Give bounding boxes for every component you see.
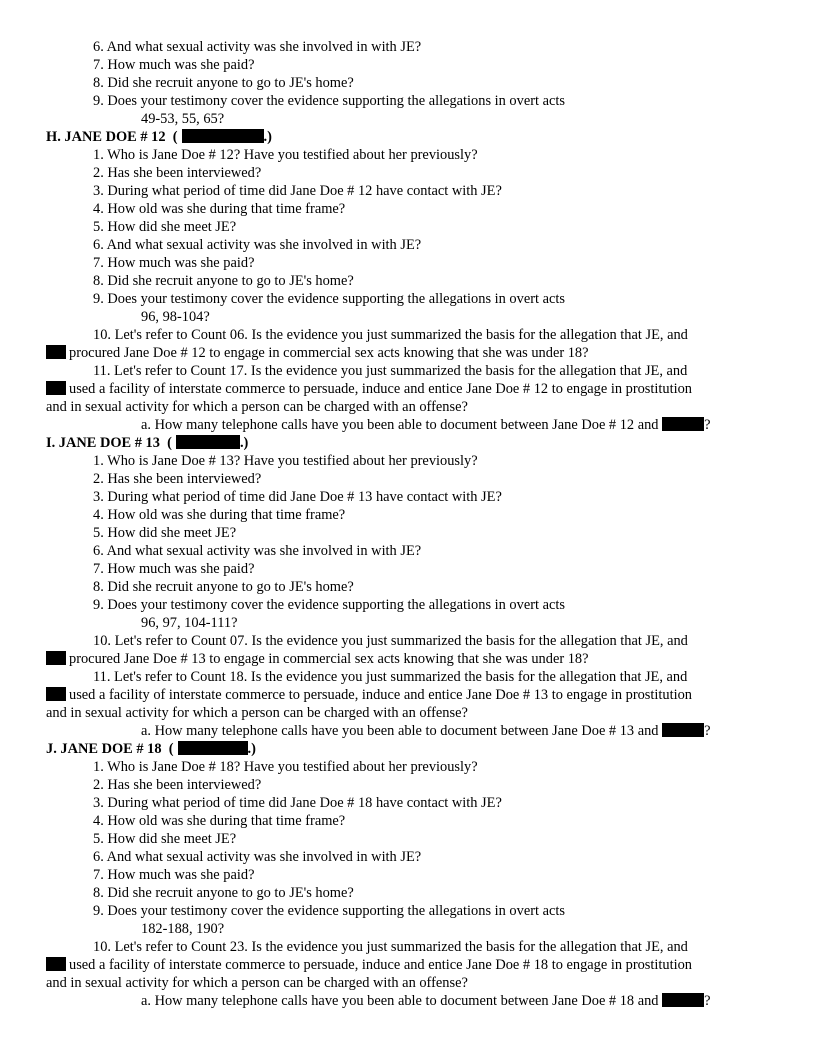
redaction-block	[662, 417, 704, 431]
question-continuation: procured Jane Doe # 13 to engage in commercial sex acts knowing that she was under 18?	[46, 650, 776, 668]
redaction-block	[178, 741, 248, 755]
question-line: 7. How much was she paid?	[93, 867, 255, 883]
question-line: 4. How old was she during that time frame?	[93, 813, 346, 829]
question-line: 7. How much was she paid?	[93, 255, 255, 271]
question-line: 1. Who is Jane Doe # 13? Have you testified about her previously?	[93, 453, 478, 469]
section-heading-h: H. JANE DOE # 12 ( .)	[46, 129, 272, 145]
question-line: 6. And what sexual activity was she involved in with JE?	[93, 39, 422, 55]
question-line: 1. Who is Jane Doe # 12? Have you testified about her previously?	[93, 147, 478, 163]
sub-question-line: a. How many telephone calls have you been able to document between Jane Doe # 12 and ?	[141, 417, 711, 433]
section-heading-i: I. JANE DOE # 13 ( .)	[46, 435, 249, 451]
question-line: 11. Let's refer to Count 17. Is the evidence you just summarized the basis for the allegation that JE, and	[93, 363, 688, 379]
redaction-block	[182, 129, 264, 143]
question-line: 7. How much was she paid?	[93, 57, 255, 73]
question-line: 5. How did she meet JE?	[93, 525, 237, 541]
question-line: 10. Let's refer to Count 07. Is the evidence you just summarized the basis for the allegation that JE, and	[93, 633, 688, 649]
question-line: 9. Does your testimony cover the evidence supporting the allegations in overt acts	[93, 903, 565, 919]
document-page	[46, 38, 776, 1010]
redaction-block	[662, 723, 704, 737]
question-continuation: used a facility of interstate commerce to persuade, induce and entice Jane Doe # 18 to engage in prostitution	[46, 956, 776, 974]
question-continuation: and in sexual activity for which a person can be charged with an offense?	[46, 399, 468, 415]
question-line: 3. During what period of time did Jane Doe # 12 have contact with JE?	[93, 183, 502, 199]
sub-question-line: a. How many telephone calls have you been able to document between Jane Doe # 13 and ?	[141, 723, 711, 739]
overt-acts-line: 182-188, 190?	[141, 921, 225, 937]
question-line: 10. Let's refer to Count 06. Is the evidence you just summarized the basis for the allegation that JE, and	[93, 327, 688, 343]
redaction-block	[46, 345, 66, 359]
question-continuation: and in sexual activity for which a person can be charged with an offense?	[46, 705, 468, 721]
question-line: 9. Does your testimony cover the evidence supporting the allegations in overt acts	[93, 597, 565, 613]
question-line: 11. Let's refer to Count 18. Is the evidence you just summarized the basis for the allegation that JE, and	[93, 669, 688, 685]
redaction-block	[46, 957, 66, 971]
question-line: 10. Let's refer to Count 23. Is the evidence you just summarized the basis for the allegation that JE, and	[93, 939, 688, 955]
question-line: 2. Has she been interviewed?	[93, 165, 262, 181]
question-line: 9. Does your testimony cover the evidence supporting the allegations in overt acts	[93, 291, 565, 307]
question-line: 6. And what sexual activity was she involved in with JE?	[93, 543, 422, 559]
redaction-block	[176, 435, 240, 449]
redaction-block	[46, 381, 66, 395]
redaction-block	[46, 687, 66, 701]
section-heading-j: J. JANE DOE # 18 ( .)	[46, 741, 256, 757]
question-line: 1. Who is Jane Doe # 18? Have you testified about her previously?	[93, 759, 478, 775]
question-line: 8. Did she recruit anyone to go to JE's home?	[93, 885, 354, 901]
question-line: 3. During what period of time did Jane Doe # 13 have contact with JE?	[93, 489, 502, 505]
question-line: 6. And what sexual activity was she involved in with JE?	[93, 849, 422, 865]
question-line: 7. How much was she paid?	[93, 561, 255, 577]
question-line: 4. How old was she during that time frame?	[93, 201, 346, 217]
redaction-block	[662, 993, 704, 1007]
redaction-block	[46, 651, 66, 665]
question-line: 4. How old was she during that time frame?	[93, 507, 346, 523]
question-continuation: procured Jane Doe # 12 to engage in commercial sex acts knowing that she was under 18?	[46, 344, 776, 362]
question-line: 5. How did she meet JE?	[93, 219, 237, 235]
question-line: 6. And what sexual activity was she involved in with JE?	[93, 237, 422, 253]
question-line: 2. Has she been interviewed?	[93, 471, 262, 487]
question-line: 8. Did she recruit anyone to go to JE's home?	[93, 579, 354, 595]
sub-question-line: a. How many telephone calls have you been able to document between Jane Doe # 18 and ?	[141, 993, 711, 1009]
question-continuation: used a facility of interstate commerce to persuade, induce and entice Jane Doe # 13 to engage in prostitution	[46, 686, 776, 704]
question-line: 5. How did she meet JE?	[93, 831, 237, 847]
question-line: 2. Has she been interviewed?	[93, 777, 262, 793]
question-continuation: and in sexual activity for which a person can be charged with an offense?	[46, 975, 468, 991]
question-continuation: used a facility of interstate commerce to persuade, induce and entice Jane Doe # 12 to engage in prostitution	[46, 380, 776, 398]
question-line: 8. Did she recruit anyone to go to JE's home?	[93, 273, 354, 289]
overt-acts-line: 96, 98-104?	[141, 309, 210, 325]
question-line: 8. Did she recruit anyone to go to JE's home?	[93, 75, 354, 91]
overt-acts-line: 49-53, 55, 65?	[141, 111, 225, 127]
question-line: 3. During what period of time did Jane Doe # 18 have contact with JE?	[93, 795, 502, 811]
overt-acts-line: 96, 97, 104-111?	[141, 615, 238, 631]
question-line: 9. Does your testimony cover the evidence supporting the allegations in overt acts	[93, 93, 565, 109]
